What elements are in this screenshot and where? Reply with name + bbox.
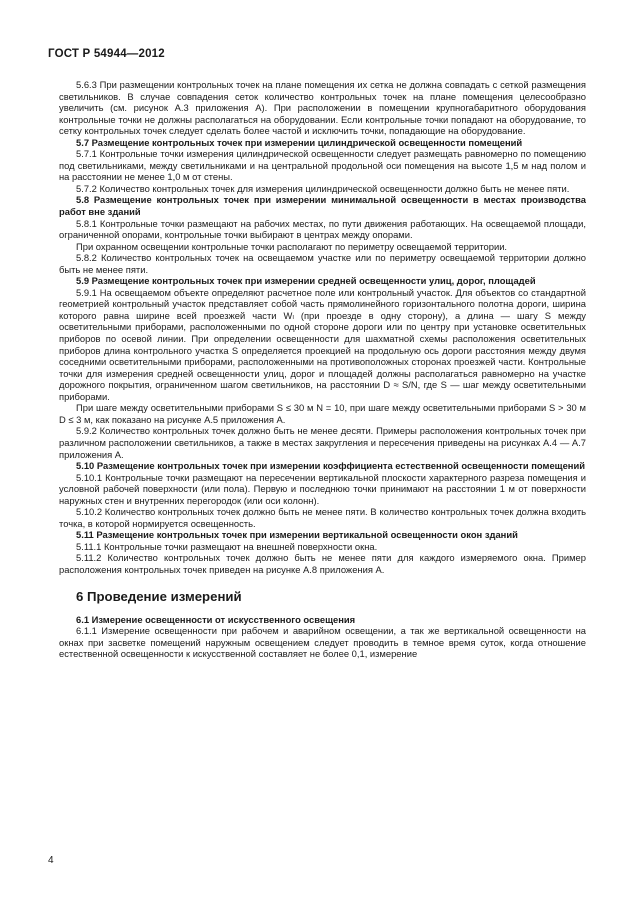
heading-5-8: 5.8 Размещение контрольных точек при измерении минимальной освещенности в местах производства работ вне зданий	[59, 194, 586, 218]
heading-5-7: 5.7 Размещение контрольных точек при измерении цилиндрической освещенности помещений	[76, 136, 523, 148]
document-body	[59, 79, 586, 660]
paragraph-5-9-1-step: При шаге между осветительными приборами S ≤ 30 м N = 10, при шаге между осветительными приборами S > 30 м D ≤ 3 м, как показано на рисунке А.5 приложения А.	[59, 402, 586, 425]
paragraph-5-8-1-guard: При охранном освещении контрольные точки располагают по периметру освещаемой территории.	[76, 240, 508, 252]
paragraph-5-6-3: 5.6.3 При размещении контрольных точек на плане помещения их сетка не должна совпадать с сеткой размещения светильников. В случае совпадения сеток количество контрольных точек на плане помещения целесообразно увеличить (см. рисунок А.3 приложения А). При расположении в помещении крупногабаритного оборудования контрольные точки не должны располагаться на оборудовании. Если контрольные точки попадают на оборудование, то сетку контрольных точек следует сделать более частой и исключить точки, попадающие на оборудование.	[59, 79, 586, 137]
paragraph-5-9-2: 5.9.2 Количество контрольных точек должно быть не менее десяти. Примеры расположения контрольных точек при различном расположении светильников, а также в местах закругления и пересечения приведены на рисунках А.4 — А.7 приложения А.	[59, 425, 586, 460]
page-number: 4	[48, 855, 54, 866]
paragraph-5-7-2: 5.7.2 Количество контрольных точек для измерения цилиндрической освещенности должно быть не менее пяти.	[76, 182, 570, 194]
heading-5-10: 5.10 Размещение контрольных точек при измерении коэффициента естественной освещенности помещений	[76, 460, 585, 472]
document-header: ГОСТ Р 54944—2012	[48, 48, 165, 60]
heading-6-1: 6.1 Измерение освещенности от искусственного освещения	[76, 613, 356, 625]
paragraph-5-7-1: 5.7.1 Контрольные точки измерения цилиндрической освещенности следует размещать равномерно по помещению под светильниками, между светильниками и на центральной продольной оси помещения на высоте 1,5 м над полом и на расстоянии не менее 1,0 м от стены.	[59, 148, 586, 183]
section-heading-6: 6 Проведение измерений	[76, 588, 242, 604]
paragraph-5-11-1: 5.11.1 Контрольные точки размещают на внешней поверхности окна.	[76, 540, 378, 552]
paragraph-6-1-1: 6.1.1 Измерение освещенности при рабочем и аварийном освещении, а так же вертикальной освещенности на окнах при засветке помещений наружным освещением следует проводить в темное время суток, когда отношение естественной освещенности к искусственной составляет не более 0,1, измерение	[59, 625, 586, 660]
paragraph-5-8-1: 5.8.1 Контрольные точки размещают на рабочих местах, по пути движения работающих. На освещаемой площади, ограниченной опорами, контрольные точки выбирают в центрах между опорами.	[59, 217, 586, 241]
heading-5-9: 5.9 Размещение контрольных точек при измерении средней освещенности улиц, дорог, площадей	[76, 275, 536, 287]
heading-5-11: 5.11 Размещение контрольных точек при измерении вертикальной освещенности окон зданий	[76, 529, 518, 541]
paragraph-5-11-2: 5.11.2 Количество контрольных точек должно быть не менее пяти для каждого измеряемого окна. Пример расположения контрольных точек приведен на рисунке А.8 приложения А.	[59, 552, 586, 575]
paragraph-5-8-2: 5.8.2 Количество контрольных точек на освещаемом участке или по периметру освещаемой территории должно быть не менее пяти.	[59, 252, 586, 275]
paragraph-5-9-1: 5.9.1 На освещаемом объекте определяют расчетное поле или контрольный участок. Для объектов со стандартной геометрией контрольный участок представляет собой часть прямолинейного горизонтального полотна дороги, ширина которого равна ширине всей проезжей части Wₗ (при проезде в одну сторону), а длина — шагу S между осветительными приборами, расположенными по одной стороне дороги или по центру при установке осветительных приборов по осевой линии. При определении освещенности для шахматной схемы расположения осветительных приборов длина контрольного участка S определяется проекцией на продольную ось дороги расстояния между двумя соседними осветительными приборами, расположенными на противоположных сторонах проезжей части. Контрольные точки для измерения средней освещенности улиц, дорог и площадей должны располагаться равномерно на участке дорожного покрытия, ограниченном шагом светильников, на расстоянии D ≈ S/N, где S — шаг между осветительными приборами.	[59, 286, 586, 402]
paragraph-5-10-1: 5.10.1 Контрольные точки размещают на пересечении вертикальной плоскости характерного разреза помещения и условной рабочей поверхности (или пола). Первую и последнюю точки принимают на расстоянии 1 м от поверхности наружных стен и внутренних перегородок (или оси колонн).	[59, 471, 586, 506]
paragraph-5-10-2: 5.10.2 Количество контрольных точек должно быть не менее пяти. В количество контрольных точек должна входить точка, в которой нормируется освещенность.	[59, 506, 586, 529]
